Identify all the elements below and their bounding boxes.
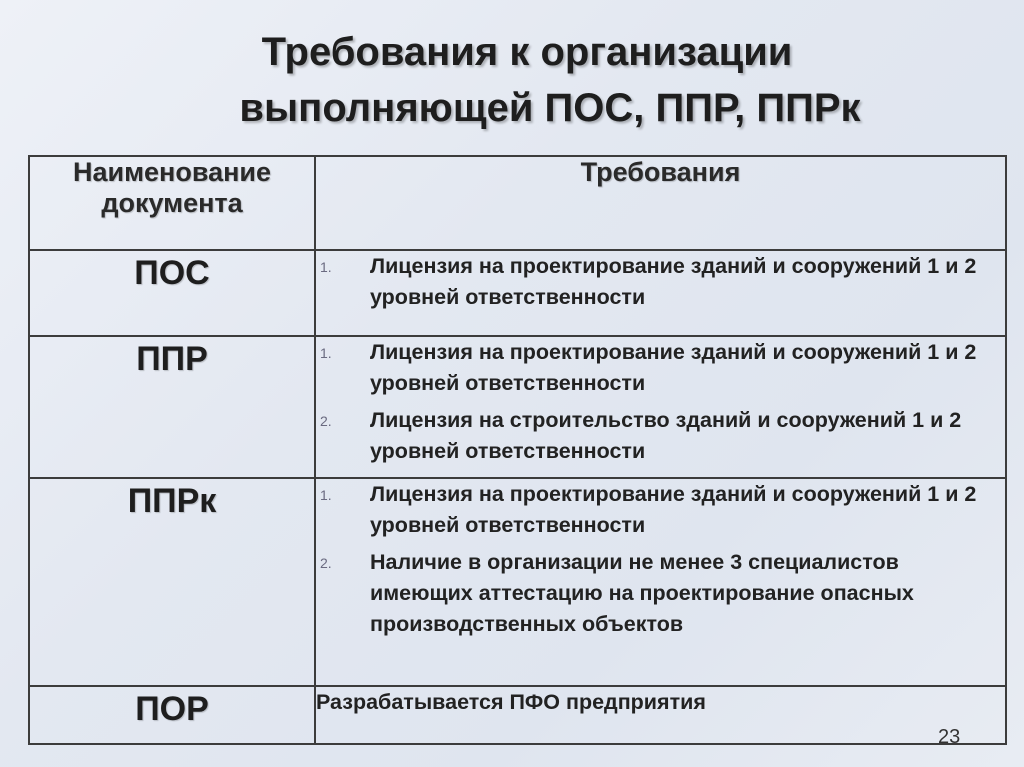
header-requirements: Требования	[315, 156, 1006, 250]
list-item	[316, 251, 1005, 313]
item-text: Наличие в организации не менее 3 специалистов имеющих аттестацию на проектирование опасных производственных объектов	[370, 550, 914, 636]
item-number: 2.	[320, 413, 332, 429]
item-number: 1.	[320, 345, 332, 361]
table-row	[29, 478, 1006, 686]
requirements-cell	[315, 478, 1006, 686]
item-text: Лицензия на проектирование зданий и сооружений 1 и 2 уровней ответственности	[370, 340, 977, 395]
list-item	[316, 405, 1005, 467]
header-document-name: Наименование документа	[29, 156, 315, 250]
requirements-list	[316, 251, 1005, 313]
document-name-cell: ППР	[29, 336, 315, 478]
table-row	[29, 250, 1006, 336]
list-item	[316, 479, 1005, 541]
requirements-cell	[315, 250, 1006, 336]
requirements-list	[316, 479, 1005, 640]
requirements-list	[316, 337, 1005, 467]
requirement-text: Разрабатывается ПФО предприятия	[316, 690, 706, 714]
table-header-row	[29, 156, 1006, 250]
document-name-cell: ППРк	[29, 478, 315, 686]
item-text: Лицензия на проектирование зданий и сооружений 1 и 2 уровней ответственности	[370, 254, 977, 309]
item-number: 2.	[320, 555, 332, 571]
requirements-cell	[315, 336, 1006, 478]
table-row	[29, 686, 1006, 744]
item-number: 1.	[320, 487, 332, 503]
requirements-cell	[315, 686, 1006, 744]
item-text: Лицензия на проектирование зданий и сооружений 1 и 2 уровней ответственности	[370, 482, 977, 537]
list-item	[316, 337, 1005, 399]
title-line-1: Требования к организации	[261, 30, 793, 74]
page-number: 23	[938, 726, 961, 748]
slide-title	[0, 24, 1024, 136]
title-line-2: выполняющей ПОС, ППР, ППРк	[239, 86, 861, 130]
requirements-table	[28, 155, 1007, 745]
table-row	[29, 336, 1006, 478]
document-name-cell: ПОС	[29, 250, 315, 336]
item-text: Лицензия на строительство зданий и сооружений 1 и 2 уровней ответственности	[370, 408, 962, 463]
document-name-cell: ПОР	[29, 686, 315, 744]
item-number: 1.	[320, 259, 332, 275]
list-item	[316, 547, 1005, 640]
